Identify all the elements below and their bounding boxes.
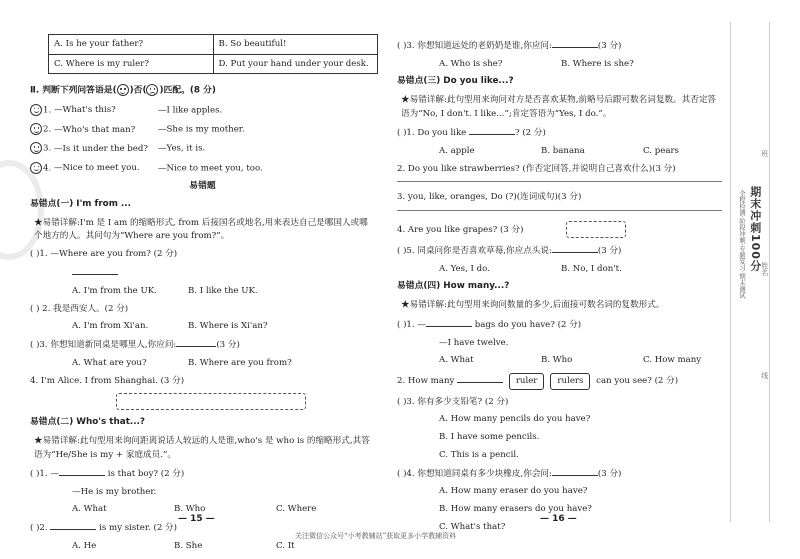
question: ( )3. 你想知道远处的老奶奶是谁,你应问: (3 分) [397, 41, 622, 51]
question: 2. Do you like strawberries? (作否定回答,并说明自己喜欢什么)(3 分) [397, 163, 676, 174]
options: A. He B. She C. It [72, 540, 295, 551]
option: C. This is a pencil. [439, 449, 519, 460]
question: ( ) 2. 我是西安人。(2 分) [30, 303, 129, 314]
question: ( )5. 同桌问你是否喜欢草莓,你应点头说: (3 分) [397, 246, 622, 257]
answer-line[interactable] [469, 127, 515, 135]
face-answer-icon[interactable] [30, 104, 42, 116]
question: 4. I'm Alice. I from Shanghai. (3 分) [30, 375, 185, 386]
match-option: D. Put your hand under your desk. [218, 58, 369, 69]
match-option: C. Where is my ruler? [49, 55, 214, 74]
page-number-left: — 15 — [178, 514, 215, 524]
judge-item: 1. —What's this? —I like apples. [30, 104, 375, 116]
point-3-explain: ★易错详解:此句型用来询问对方是否喜欢某物,前略号后跟可数名词复数。其否定答语为“No, I don't. I like...”;肯定答语为“Yes, I do.”。 [401, 95, 717, 119]
spine-label-name: 姓名 [760, 262, 769, 276]
answer-line[interactable] [397, 181, 722, 182]
options: A. What B. Who C. Where [72, 504, 317, 515]
answer-line[interactable] [72, 267, 118, 275]
judge-item: 2. —Who's that man? —She is my mother. [30, 123, 375, 135]
question: ( )1. Do you like ? (2 分) [397, 128, 546, 139]
question: 4. Are you like grapes? (3 分) [397, 221, 722, 238]
question: ( )1. — is that boy? (2 分) [30, 468, 185, 479]
options: A. I'm from Xi'an. B. Where is Xi'an? [72, 321, 268, 332]
answer-line[interactable] [50, 522, 96, 530]
point-4-explain: ★易错详解:此句型用来询问数量的多少,后面接可数名词的复数形式。 [401, 300, 665, 311]
answer-line[interactable] [457, 375, 503, 383]
answer-box[interactable] [116, 393, 306, 410]
point-1-title: 易错点(一) I'm from ... [30, 198, 131, 209]
easy-section-title: 易错题 [189, 180, 216, 191]
spine-label-class: 班 [760, 150, 769, 157]
question: 2. How many ruler rulers can you see? (2 分) [397, 373, 722, 390]
answer-line[interactable] [552, 468, 598, 476]
options: A. Who is she? B. Where is she? [439, 58, 634, 69]
question: ( )1. —Where are you from? (2 分) [30, 249, 178, 260]
brand-logo: 期末冲刺100分 [748, 186, 762, 272]
word-choice[interactable]: ruler [509, 373, 545, 390]
answer-line[interactable] [426, 319, 472, 327]
answer-line[interactable] [552, 40, 598, 48]
section-2-title: Ⅱ. 判断下列问答语是( )否( )匹配。(8 分) [30, 85, 216, 96]
judge-item: 3. —Is it under the bed? —Yes, it is. [30, 142, 375, 154]
option: C. What's that? [439, 521, 506, 532]
face-answer-icon[interactable] [30, 162, 42, 174]
answer-box[interactable] [566, 221, 626, 238]
question: 3. you, like, oranges, Do (?)(连词成句)(3 分) [397, 192, 582, 203]
answer-line[interactable] [552, 245, 598, 253]
match-option: A. Is he your father? [49, 35, 214, 54]
option: A. How many eraser do you have? [439, 486, 588, 497]
question: ( )4. 你想知道同桌有多少块橡皮,你会问: (3 分) [397, 468, 622, 479]
brand-subtitle: 全程检测·阶段冲刺·专题复习·期末测试 [738, 190, 746, 299]
match-option: B. So beautiful! [218, 39, 287, 49]
answer-box-row [30, 393, 375, 410]
footer-note: 关注微信公众号“小考教辅站”获取更多小学教辅资料 [295, 532, 457, 540]
point-1-explain: ★易错详解:I'm 是 I am 的缩略形式, from 后接国名或地名,用来表达自己是哪国人或哪个地方的人。其问句为“Where are you from?”。 [34, 217, 368, 242]
options: A. I'm from the UK. B. I like the UK. [72, 285, 258, 296]
face-answer-icon[interactable] [30, 142, 42, 154]
answer-line[interactable] [59, 468, 105, 476]
word-choice[interactable]: rulers [550, 373, 590, 390]
answer-blank [30, 267, 375, 279]
point-3-title: 易错点(三) Do you like...? [397, 76, 514, 87]
options: A. Yes, I do. B. No, I don't. [439, 263, 622, 274]
answer-text: —I have twelve. [439, 337, 509, 348]
face-answer-icon[interactable] [30, 123, 42, 135]
question: ( )2. is my sister. (2 分) [30, 523, 177, 534]
question: ( )1. — bags do you have? (2 分) [397, 319, 582, 330]
happy-face-icon [117, 84, 129, 96]
match-options-box [48, 34, 378, 74]
sad-face-icon [146, 84, 158, 96]
point-2-title: 易错点(二) Who's that...? [30, 417, 146, 428]
answer-text: —He is my brother. [72, 486, 157, 497]
option: B. How many erasers do you have? [439, 504, 592, 515]
spine-label-line: 线 [760, 372, 769, 379]
options: A. What are you? B. Where are you from? [72, 357, 292, 368]
page-number-right: — 16 — [540, 514, 577, 524]
option: A. How many pencils do you have? [439, 414, 591, 425]
left-page [30, 34, 375, 559]
options: A. apple B. banana C. pears [439, 145, 679, 156]
judge-item: 4. —Nice to meet you. —Nice to meet you, too. [30, 162, 375, 174]
answer-line[interactable] [397, 210, 722, 211]
answer-line[interactable] [176, 339, 216, 347]
point-4-title: 易错点(四) How many...? [397, 281, 510, 292]
question: ( )3. 你有多少支铅笔? (2 分) [397, 396, 509, 407]
question: ( )3. 你想知道新同桌是哪里人,你应问: (3 分) [30, 340, 240, 351]
right-page [397, 40, 722, 540]
options: A. What B. Who C. How many [439, 355, 702, 366]
point-2-explain: ★易错详解:此句型用来询问距离说话人较远的人是谁,who's 是 who is 的缩略形式,其答语为“He/She is my + 家庭成员.”。 [34, 436, 370, 460]
option: B. I have some pencils. [439, 432, 540, 443]
